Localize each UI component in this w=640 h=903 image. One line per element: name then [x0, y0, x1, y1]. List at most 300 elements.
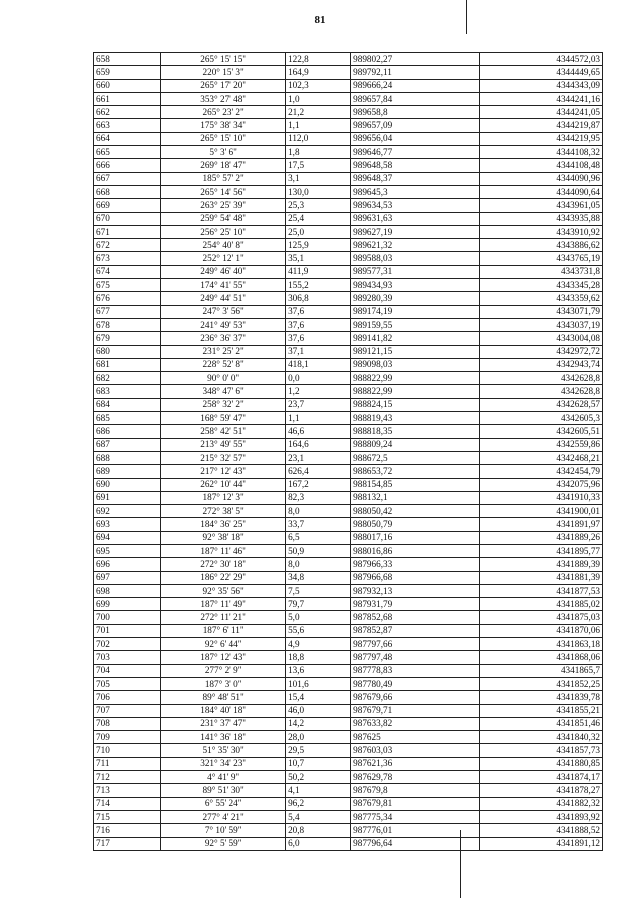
length-cell: 1,8 [286, 146, 351, 159]
table-row [94, 292, 603, 305]
table-row [94, 252, 603, 265]
bearing-cell: 213° 49' 55" [161, 438, 286, 451]
point-number-cell: 666 [94, 159, 161, 172]
page-number: 81 [314, 14, 326, 26]
y-coordinate-cell: 4343731,8 [480, 265, 603, 278]
length-cell: 6,0 [286, 837, 351, 850]
length-cell: 4,9 [286, 638, 351, 651]
x-coordinate-cell: 989631,63 [351, 212, 480, 225]
length-cell: 167,2 [286, 478, 351, 491]
length-cell: 18,8 [286, 651, 351, 664]
point-number-cell: 671 [94, 225, 161, 238]
length-cell: 37,6 [286, 318, 351, 331]
table-row [94, 571, 603, 584]
table-row [94, 744, 603, 757]
length-cell: 1,1 [286, 119, 351, 132]
table-row [94, 518, 603, 531]
length-cell: 3,1 [286, 172, 351, 185]
x-coordinate-cell: 989657,84 [351, 92, 480, 105]
point-number-cell: 697 [94, 571, 161, 584]
bearing-cell: 51° 35' 30" [161, 744, 286, 757]
bearing-cell: 272° 11' 21" [161, 611, 286, 624]
bearing-cell: 249° 44' 51" [161, 292, 286, 305]
y-coordinate-cell: 4342972,72 [480, 345, 603, 358]
length-cell: 626,4 [286, 465, 351, 478]
y-coordinate-cell: 4341881,39 [480, 571, 603, 584]
table-row [94, 611, 603, 624]
length-cell: 23,1 [286, 451, 351, 464]
table-row [94, 717, 603, 730]
table-row [94, 451, 603, 464]
table-row [94, 412, 603, 425]
bearing-cell: 6° 55' 24" [161, 797, 286, 810]
y-coordinate-cell: 4341877,53 [480, 584, 603, 597]
table-row [94, 225, 603, 238]
x-coordinate-cell: 987679,8 [351, 784, 480, 797]
length-cell: 20,8 [286, 824, 351, 837]
x-coordinate-cell: 989159,55 [351, 318, 480, 331]
point-number-cell: 714 [94, 797, 161, 810]
x-coordinate-cell: 989174,19 [351, 305, 480, 318]
y-coordinate-cell: 4341880,85 [480, 757, 603, 770]
bearing-cell: 277° 4' 21" [161, 810, 286, 823]
scan-edge-line-top [466, 0, 467, 34]
x-coordinate-cell: 989627,19 [351, 225, 480, 238]
table-row [94, 771, 603, 784]
length-cell: 25,0 [286, 225, 351, 238]
y-coordinate-cell: 4341863,18 [480, 638, 603, 651]
bearing-cell: 187° 11' 49" [161, 598, 286, 611]
table-row [94, 92, 603, 105]
point-number-cell: 674 [94, 265, 161, 278]
bearing-cell: 187° 6' 11" [161, 624, 286, 637]
y-coordinate-cell: 4343886,62 [480, 239, 603, 252]
bearing-cell: 231° 25' 2" [161, 345, 286, 358]
table-row [94, 279, 603, 292]
point-number-cell: 706 [94, 691, 161, 704]
length-cell: 1,0 [286, 92, 351, 105]
table-row [94, 159, 603, 172]
table-row [94, 438, 603, 451]
y-coordinate-cell: 4341851,46 [480, 717, 603, 730]
length-cell: 50,2 [286, 771, 351, 784]
length-cell: 33,7 [286, 518, 351, 531]
length-cell: 25,3 [286, 199, 351, 212]
y-coordinate-cell: 4343345,28 [480, 279, 603, 292]
point-number-cell: 677 [94, 305, 161, 318]
bearing-cell: 272° 38' 5" [161, 505, 286, 518]
length-cell: 7,5 [286, 584, 351, 597]
point-number-cell: 693 [94, 518, 161, 531]
x-coordinate-cell: 987778,83 [351, 664, 480, 677]
point-number-cell: 694 [94, 531, 161, 544]
length-cell: 37,6 [286, 332, 351, 345]
y-coordinate-cell: 4343071,79 [480, 305, 603, 318]
length-cell: 17,5 [286, 159, 351, 172]
table-row [94, 425, 603, 438]
table-row [94, 372, 603, 385]
point-number-cell: 684 [94, 398, 161, 411]
point-number-cell: 682 [94, 372, 161, 385]
table-row [94, 531, 603, 544]
x-coordinate-cell: 988050,79 [351, 518, 480, 531]
table-row [94, 797, 603, 810]
length-cell: 1,2 [286, 385, 351, 398]
length-cell: 28,0 [286, 731, 351, 744]
y-coordinate-cell: 4341878,27 [480, 784, 603, 797]
length-cell: 15,4 [286, 691, 351, 704]
length-cell: 46,0 [286, 704, 351, 717]
bearing-cell: 7° 10' 59" [161, 824, 286, 837]
y-coordinate-cell: 4341865,7 [480, 664, 603, 677]
bearing-cell: 254° 40' 8" [161, 239, 286, 252]
table-row [94, 79, 603, 92]
length-cell: 50,9 [286, 544, 351, 557]
x-coordinate-cell: 988017,16 [351, 531, 480, 544]
x-coordinate-cell: 987679,71 [351, 704, 480, 717]
bearing-cell: 265° 23' 2" [161, 106, 286, 119]
point-number-cell: 695 [94, 544, 161, 557]
coordinates-table-body [94, 53, 603, 851]
y-coordinate-cell: 4342628,57 [480, 398, 603, 411]
point-number-cell: 662 [94, 106, 161, 119]
point-number-cell: 670 [94, 212, 161, 225]
table-row [94, 332, 603, 345]
bearing-cell: 321° 34' 23" [161, 757, 286, 770]
bearing-cell: 263° 25' 39" [161, 199, 286, 212]
point-number-cell: 705 [94, 677, 161, 690]
length-cell: 37,1 [286, 345, 351, 358]
y-coordinate-cell: 4344090,96 [480, 172, 603, 185]
coordinates-table [93, 52, 603, 851]
point-number-cell: 710 [94, 744, 161, 757]
point-number-cell: 692 [94, 505, 161, 518]
point-number-cell: 672 [94, 239, 161, 252]
bearing-cell: 256° 25' 10" [161, 225, 286, 238]
length-cell: 164,6 [286, 438, 351, 451]
point-number-cell: 702 [94, 638, 161, 651]
x-coordinate-cell: 989648,37 [351, 172, 480, 185]
table-row [94, 757, 603, 770]
length-cell: 55,6 [286, 624, 351, 637]
point-number-cell: 689 [94, 465, 161, 478]
length-cell: 79,7 [286, 598, 351, 611]
x-coordinate-cell: 987797,66 [351, 638, 480, 651]
length-cell: 46,6 [286, 425, 351, 438]
y-coordinate-cell: 4341893,92 [480, 810, 603, 823]
length-cell: 5,4 [286, 810, 351, 823]
bearing-cell: 262° 10' 44" [161, 478, 286, 491]
x-coordinate-cell: 987625 [351, 731, 480, 744]
length-cell: 10,7 [286, 757, 351, 770]
y-coordinate-cell: 4341891,97 [480, 518, 603, 531]
point-number-cell: 675 [94, 279, 161, 292]
x-coordinate-cell: 989280,39 [351, 292, 480, 305]
length-cell: 14,2 [286, 717, 351, 730]
y-coordinate-cell: 4341855,21 [480, 704, 603, 717]
y-coordinate-cell: 4343765,19 [480, 252, 603, 265]
x-coordinate-cell: 988822,99 [351, 372, 480, 385]
bearing-cell: 265° 15' 10" [161, 132, 286, 145]
x-coordinate-cell: 989658,8 [351, 106, 480, 119]
table-row [94, 598, 603, 611]
table-row [94, 185, 603, 198]
table-row [94, 478, 603, 491]
x-coordinate-cell: 988050,42 [351, 505, 480, 518]
bearing-cell: 184° 36' 25" [161, 518, 286, 531]
point-number-cell: 716 [94, 824, 161, 837]
table-row [94, 824, 603, 837]
bearing-cell: 187° 12' 3" [161, 491, 286, 504]
table-row [94, 385, 603, 398]
x-coordinate-cell: 988818,35 [351, 425, 480, 438]
x-coordinate-cell: 988822,99 [351, 385, 480, 398]
y-coordinate-cell: 4341840,32 [480, 731, 603, 744]
bearing-cell: 241° 49' 53" [161, 318, 286, 331]
point-number-cell: 715 [94, 810, 161, 823]
bearing-cell: 236° 36' 37" [161, 332, 286, 345]
y-coordinate-cell: 4341868,06 [480, 651, 603, 664]
length-cell: 101,6 [286, 677, 351, 690]
table-row [94, 465, 603, 478]
bearing-cell: 92° 38' 18" [161, 531, 286, 544]
x-coordinate-cell: 988824,15 [351, 398, 480, 411]
length-cell: 155,2 [286, 279, 351, 292]
x-coordinate-cell: 988819,43 [351, 412, 480, 425]
point-number-cell: 696 [94, 558, 161, 571]
y-coordinate-cell: 4341870,06 [480, 624, 603, 637]
bearing-cell: 265° 15' 15" [161, 53, 286, 66]
x-coordinate-cell: 987780,49 [351, 677, 480, 690]
table-row [94, 677, 603, 690]
bearing-cell: 5° 3' 6" [161, 146, 286, 159]
x-coordinate-cell: 989588,03 [351, 252, 480, 265]
bearing-cell: 217° 12' 43" [161, 465, 286, 478]
length-cell: 0,0 [286, 372, 351, 385]
bearing-cell: 90° 0' 0" [161, 372, 286, 385]
bearing-cell: 353° 27' 48" [161, 92, 286, 105]
length-cell: 13,6 [286, 664, 351, 677]
length-cell: 102,3 [286, 79, 351, 92]
y-coordinate-cell: 4343910,92 [480, 225, 603, 238]
bearing-cell: 269° 18' 47" [161, 159, 286, 172]
length-cell: 8,0 [286, 505, 351, 518]
length-cell: 35,1 [286, 252, 351, 265]
y-coordinate-cell: 4343004,08 [480, 332, 603, 345]
length-cell: 130,0 [286, 185, 351, 198]
length-cell: 23,7 [286, 398, 351, 411]
point-number-cell: 703 [94, 651, 161, 664]
y-coordinate-cell: 4344219,95 [480, 132, 603, 145]
length-cell: 164,9 [286, 66, 351, 79]
y-coordinate-cell: 4341895,77 [480, 544, 603, 557]
point-number-cell: 661 [94, 92, 161, 105]
x-coordinate-cell: 988016,86 [351, 544, 480, 557]
bearing-cell: 215° 32' 57" [161, 451, 286, 464]
table-row [94, 584, 603, 597]
y-coordinate-cell: 4344241,05 [480, 106, 603, 119]
point-number-cell: 701 [94, 624, 161, 637]
point-number-cell: 676 [94, 292, 161, 305]
point-number-cell: 707 [94, 704, 161, 717]
y-coordinate-cell: 4344572,03 [480, 53, 603, 66]
length-cell: 96,2 [286, 797, 351, 810]
x-coordinate-cell: 987621,36 [351, 757, 480, 770]
table-row [94, 731, 603, 744]
x-coordinate-cell: 987776,01 [351, 824, 480, 837]
y-coordinate-cell: 4341910,33 [480, 491, 603, 504]
point-number-cell: 668 [94, 185, 161, 198]
bearing-cell: 231° 37' 47" [161, 717, 286, 730]
bearing-cell: 175° 38' 34" [161, 119, 286, 132]
y-coordinate-cell: 4342075,96 [480, 478, 603, 491]
table-row [94, 265, 603, 278]
point-number-cell: 713 [94, 784, 161, 797]
point-number-cell: 685 [94, 412, 161, 425]
y-coordinate-cell: 4342628,8 [480, 385, 603, 398]
y-coordinate-cell: 4344449,65 [480, 66, 603, 79]
x-coordinate-cell: 987932,13 [351, 584, 480, 597]
y-coordinate-cell: 4343935,88 [480, 212, 603, 225]
x-coordinate-cell: 989121,15 [351, 345, 480, 358]
y-coordinate-cell: 4342468,21 [480, 451, 603, 464]
length-cell: 1,1 [286, 412, 351, 425]
y-coordinate-cell: 4341885,02 [480, 598, 603, 611]
bearing-cell: 277° 2' 9" [161, 664, 286, 677]
table-row [94, 199, 603, 212]
point-number-cell: 700 [94, 611, 161, 624]
bearing-cell: 185° 57' 2" [161, 172, 286, 185]
length-cell: 125,9 [286, 239, 351, 252]
x-coordinate-cell: 989634,53 [351, 199, 480, 212]
length-cell: 34,8 [286, 571, 351, 584]
point-number-cell: 712 [94, 771, 161, 784]
y-coordinate-cell: 4344108,32 [480, 146, 603, 159]
bearing-cell: 187° 3' 0" [161, 677, 286, 690]
point-number-cell: 679 [94, 332, 161, 345]
length-cell: 112,0 [286, 132, 351, 145]
bearing-cell: 4° 41' 9" [161, 771, 286, 784]
table-row [94, 345, 603, 358]
bearing-cell: 92° 35' 56" [161, 584, 286, 597]
point-number-cell: 688 [94, 451, 161, 464]
y-coordinate-cell: 4342605,3 [480, 412, 603, 425]
y-coordinate-cell: 4341857,73 [480, 744, 603, 757]
point-number-cell: 673 [94, 252, 161, 265]
y-coordinate-cell: 4344108,48 [480, 159, 603, 172]
length-cell: 25,4 [286, 212, 351, 225]
table-row [94, 146, 603, 159]
table-row [94, 544, 603, 557]
x-coordinate-cell: 989141,82 [351, 332, 480, 345]
bearing-cell: 92° 6' 44" [161, 638, 286, 651]
bearing-cell: 186° 22' 29" [161, 571, 286, 584]
x-coordinate-cell: 987775,34 [351, 810, 480, 823]
point-number-cell: 709 [94, 731, 161, 744]
x-coordinate-cell: 987603,03 [351, 744, 480, 757]
length-cell: 122,8 [286, 53, 351, 66]
table-row [94, 664, 603, 677]
y-coordinate-cell: 4342628,8 [480, 372, 603, 385]
x-coordinate-cell: 988653,72 [351, 465, 480, 478]
x-coordinate-cell: 987852,87 [351, 624, 480, 637]
x-coordinate-cell: 989792,11 [351, 66, 480, 79]
table-row [94, 239, 603, 252]
point-number-cell: 683 [94, 385, 161, 398]
x-coordinate-cell: 987966,68 [351, 571, 480, 584]
y-coordinate-cell: 4341891,12 [480, 837, 603, 850]
bearing-cell: 220° 15' 3" [161, 66, 286, 79]
point-number-cell: 681 [94, 358, 161, 371]
x-coordinate-cell: 989434,93 [351, 279, 480, 292]
y-coordinate-cell: 4344241,16 [480, 92, 603, 105]
point-number-cell: 663 [94, 119, 161, 132]
x-coordinate-cell: 989656,04 [351, 132, 480, 145]
bearing-cell: 272° 30' 18" [161, 558, 286, 571]
point-number-cell: 667 [94, 172, 161, 185]
table-row [94, 398, 603, 411]
bearing-cell: 89° 48' 51" [161, 691, 286, 704]
bearing-cell: 141° 36' 18" [161, 731, 286, 744]
table-row [94, 66, 603, 79]
point-number-cell: 717 [94, 837, 161, 850]
x-coordinate-cell: 989648,58 [351, 159, 480, 172]
point-number-cell: 664 [94, 132, 161, 145]
bearing-cell: 187° 12' 43" [161, 651, 286, 664]
x-coordinate-cell: 987852,68 [351, 611, 480, 624]
length-cell: 5,0 [286, 611, 351, 624]
point-number-cell: 690 [94, 478, 161, 491]
point-number-cell: 659 [94, 66, 161, 79]
bearing-cell: 265° 14' 56" [161, 185, 286, 198]
point-number-cell: 669 [94, 199, 161, 212]
y-coordinate-cell: 4341875,03 [480, 611, 603, 624]
y-coordinate-cell: 4341900,01 [480, 505, 603, 518]
table-row [94, 558, 603, 571]
point-number-cell: 691 [94, 491, 161, 504]
bearing-cell: 348° 47' 6" [161, 385, 286, 398]
x-coordinate-cell: 987679,66 [351, 691, 480, 704]
y-coordinate-cell: 4342943,74 [480, 358, 603, 371]
bearing-cell: 228° 52' 8" [161, 358, 286, 371]
table-row [94, 119, 603, 132]
x-coordinate-cell: 989666,24 [351, 79, 480, 92]
table-row [94, 53, 603, 66]
bearing-cell: 247° 3' 56" [161, 305, 286, 318]
table-row [94, 651, 603, 664]
point-number-cell: 680 [94, 345, 161, 358]
length-cell: 418,1 [286, 358, 351, 371]
table-row [94, 318, 603, 331]
length-cell: 4,1 [286, 784, 351, 797]
point-number-cell: 711 [94, 757, 161, 770]
bearing-cell: 249° 46' 40" [161, 265, 286, 278]
length-cell: 21,2 [286, 106, 351, 119]
point-number-cell: 686 [94, 425, 161, 438]
y-coordinate-cell: 4341882,32 [480, 797, 603, 810]
x-coordinate-cell: 988132,1 [351, 491, 480, 504]
x-coordinate-cell: 987629,78 [351, 771, 480, 784]
table-row [94, 212, 603, 225]
x-coordinate-cell: 989802,27 [351, 53, 480, 66]
point-number-cell: 658 [94, 53, 161, 66]
table-row [94, 305, 603, 318]
table-row [94, 132, 603, 145]
point-number-cell: 704 [94, 664, 161, 677]
y-coordinate-cell: 4342559,86 [480, 438, 603, 451]
x-coordinate-cell: 989645,3 [351, 185, 480, 198]
length-cell: 37,6 [286, 305, 351, 318]
